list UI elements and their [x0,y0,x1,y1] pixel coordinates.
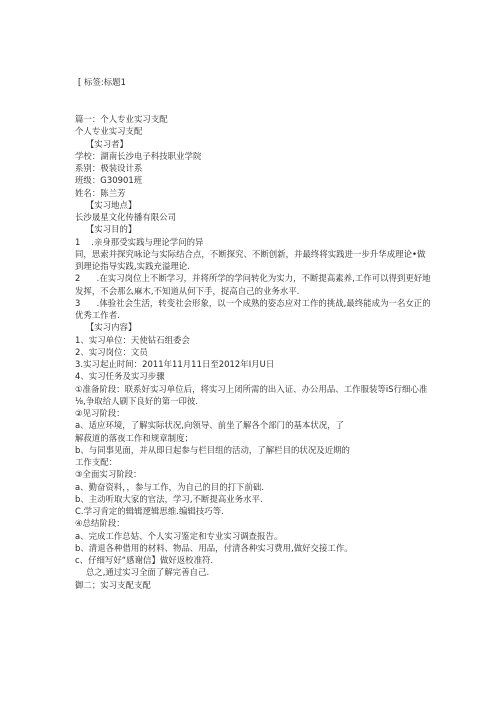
document-line: 工作支配： [75,457,118,467]
document-line: 【实习地点】 [75,199,137,210]
document-line: 1、实习单位：天使钻石组委会 [75,334,190,345]
document-line: C.学习肯定的辑辑逻辑思维.编辑技巧等. [75,506,224,516]
document-line: 3 .体验社会生活，转变社会形象，以一个成熟的姿态应对工作的挑战,最终能成为一名女正的 [75,297,431,308]
document-line: ②见习阶段： [75,408,125,418]
document-line: 【实习内容】 [75,322,137,333]
document-line: 个人专业实习支配 [75,126,143,137]
document-line: 学校：湖南长沙电子科技职业学院 [75,150,202,161]
document-line: 优秀工作者. [75,310,120,320]
document-line: 解菽道的落夜工作和规章制度； [75,432,193,443]
tag-title: [ 标签:标题1 [78,77,126,87]
document-line: 【实习目的】 [75,224,137,235]
document-line: a、适应环境，了解实际状况,向领导、前坐了解各个部门的基本状况，了 [75,420,345,431]
document-line: 总之,通过实习全面了解完善自己. [75,567,210,578]
document-line: ①准备阶段：联系好实习单位后，将实习上闭所需的出入证、办公用品、工作服装等iS行细心准 [75,383,428,394]
document-line: 【实习者】 [75,138,128,149]
document-line: b、主动听取大家的官法，学习,不断提高业务水平. [75,493,263,504]
document-line: 2 .在实习岗位上不断学习，并将所学的学问转化为实力，不断提高素养,工作可以得到更好地 [75,273,431,284]
document-line: 4、实习任务及实习步骤 [75,371,165,382]
document-line: c、仔细写好“感谢信】做好返校准符. [75,555,214,565]
document-line: 姓名：陈兰芳 [75,187,126,198]
document-line: ④总结阶段： [75,518,125,529]
document-line: a、勤奋资料，，参与工作，为自己的目的打下前础. [75,481,265,492]
document-line: 系别：极装设计系 [75,163,143,173]
document-line: 2、实习岗位：文员 [75,346,148,357]
document-line: 同，思索并探究咏论与实际结合点，不断探究、不断创新，并最终将实践进一步升华成理论•做 [75,248,426,259]
document-line: 篇一：个人专业实习支配 [75,114,168,124]
document-line: a、完成工作总姑、个人实习鉴定和专业实习调查报告。 [75,530,283,541]
document-line: b、清退各种借用的材料、物品、用品，付清各种实习费用,做好交接工作。 [75,542,353,553]
document-line: 发挥，不会那么麻木,不知道从何下手，捉高自己的业务水平. [75,285,300,296]
document-line: 1 .亲身那受实践与理论学问的异 [75,236,204,247]
document-line: 到理论指导实践,实践充溢理论. [75,261,190,271]
document-line: 班级：G30901班 [75,175,143,186]
document-line: 3.实习起止时间：2011年11月11日至2012年I月U日 [75,359,275,369]
document-line: ③全面实习阶段： [75,469,142,480]
document-line: 御二；实习支配支配 [75,579,151,590]
document-line: b、与同事见面，并从即日起参与栏目组的活动，了解栏目的状况及近期的 [75,444,350,455]
document-line: ⅛,争取给人刷下良好的第一印彼. [75,395,199,406]
document-line: 长沙晟星文化传播有限公司 [75,212,177,222]
